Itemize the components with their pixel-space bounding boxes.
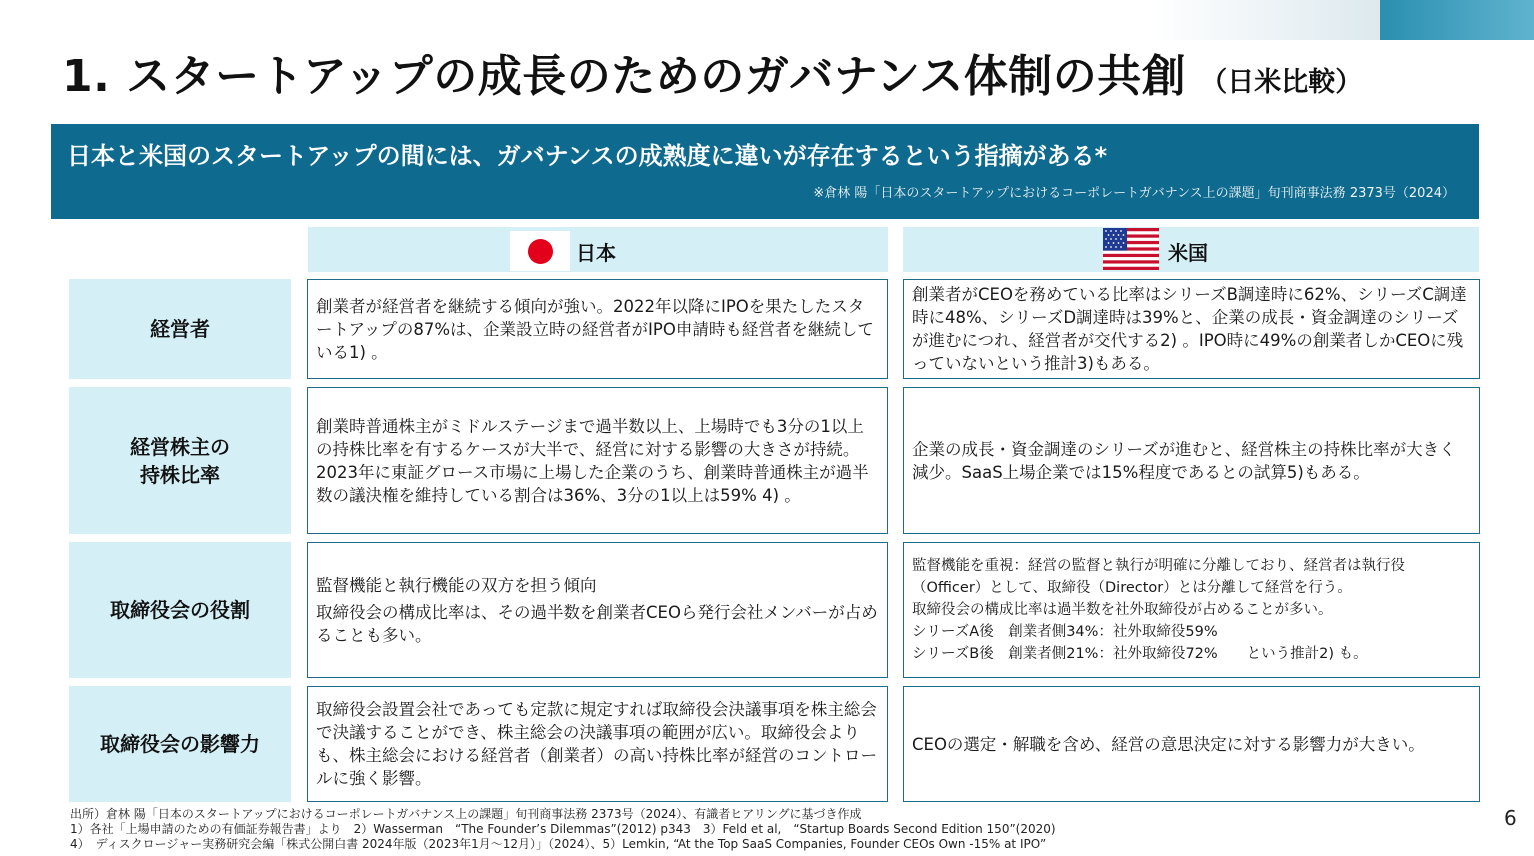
- footnote-line: 1）各社「上場申請のための有価証券報告書」より 2）Wasserman “The Founder’s Dilemmas”(2012) p343 3）Feld et al, “Startup Boards Second Edition 150”(2020): [70, 822, 1056, 836]
- cell-text: CEOの選定・解職を含め、経営の意思決定に対する影響力が大きい。: [912, 734, 1425, 754]
- page-title: [62, 40, 1362, 104]
- cell-text: 取締役会の構成比率は、その過半数を創業者CEOら発行会社メンバーが占めることも多い。: [316, 602, 878, 645]
- cell-us-board-influence: [903, 686, 1480, 802]
- row-label-text: 取締役会の役割: [110, 598, 250, 622]
- cell-text: 取締役会の構成比率は過半数を社外取締役が占めることが多い。: [912, 602, 1333, 618]
- summary-banner: [51, 124, 1479, 219]
- title-sub: （日米比較）: [1200, 67, 1363, 98]
- row-label-line: 持株比率: [140, 462, 220, 487]
- cell-text: 創業時普通株主がミドルステージまで過半数以上、上場時でも3分の1以上の持株比率を有するケースが大半で、経営に対する影響の大きさが持続。2023年に東証グロース市場に上場した企業のうち、創業時普通株主が過半数の議決権を維持している割合は36%、3分の1以上は59% 4) 。: [316, 416, 869, 505]
- footnote-line: 出所）倉林 陽「日本のスタートアップにおけるコーポレートガバナンス上の課題」旬刊商事法務 2373号（2024）、有識者ヒアリングに基づき作成: [70, 807, 862, 821]
- title-main: 1. スタートアップの成長のためのガバナンス体制の共創: [62, 51, 1187, 102]
- cell-text: 企業の成長・資金調達のシリーズが進むと、経営株主の持株比率が大きく減少。SaaS上場企業では15%程度であるとの試算5)もある。: [912, 439, 1456, 482]
- cell-us-management: [903, 279, 1480, 379]
- column-header-us: [903, 227, 1479, 272]
- row-label-shareholding: [69, 387, 291, 534]
- cell-us-board-role: [903, 542, 1480, 678]
- cell-japan-board-role: [307, 542, 888, 678]
- column-label-japan: 日本: [576, 241, 616, 265]
- row-label-line: 経営株主の: [130, 434, 230, 459]
- row-label-management: [69, 279, 291, 379]
- cell-text: 監督機能を重視：経営の監督と執行が明確に分離しており、経営者は執行役（Officer）として、取締役（Director）とは分離して経営を行う。: [912, 558, 1405, 596]
- header-fade: [1150, 0, 1380, 40]
- cell-japan-shareholding: [307, 387, 888, 534]
- japan-flag-icon: [510, 231, 570, 271]
- footnote-line: 4） ディスクロージャー実務研究会編「株式公開白書 2024年版（2023年1月～12月）」（2024）、5）Lemkin, “At the Top SaaS Companies, Founder CEOs Own -15% at IPO”: [70, 837, 1047, 851]
- row-label-board-role: [69, 542, 291, 678]
- cell-us-shareholding: [903, 387, 1480, 534]
- cell-japan-management: [307, 279, 888, 379]
- header-accent: [1380, 0, 1534, 40]
- banner-source-note: ※倉林 陽「日本のスタートアップにおけるコーポレートガバナンス上の課題」旬刊商事法務 2373号（2024）: [813, 186, 1455, 201]
- cell-text: 創業者がCEOを務めている比率はシリーズB調達時に62%、シリーズC調達時に48%、シリーズD調達時は39%と、企業の成長・資金調達のシリーズが進むにつれ、経営者が交代する2) 。IPO時に49%の創業者しかCEOに残っていないという推計3)もある。: [912, 285, 1467, 373]
- row-label-text: 取締役会の影響力: [100, 732, 260, 756]
- cell-text: 監督機能と執行機能の双方を担う傾向: [316, 575, 597, 595]
- us-flag-icon: [1103, 228, 1159, 270]
- column-label-us: 米国: [1168, 241, 1208, 265]
- row-label-text: 経営者: [150, 317, 210, 341]
- cell-text: シリーズA後 創業者側34%：社外取締役59%: [912, 624, 1218, 640]
- cell-japan-board-influence: [307, 686, 888, 802]
- row-label-board-influence: [69, 686, 291, 802]
- cell-text: シリーズB後 創業者側21%：社外取締役72% という推計2) も。: [912, 646, 1368, 662]
- column-header-japan: [308, 227, 888, 272]
- footnotes: [70, 807, 1056, 852]
- banner-headline: 日本と米国のスタートアップの間には、ガバナンスの成熟度に違いが存在するという指摘がある*: [67, 142, 1108, 170]
- cell-text: 取締役会設置会社であっても定款に規定すれば取締役会決議事項を株主総会で決議することができ、株主総会の決議事項の範囲が広い。取締役会よりも、株主総会における経営者（創業者）の高い持株比率が経営のコントロールに強く影響。: [316, 700, 877, 788]
- cell-text: 創業者が経営者を継続する傾向が強い。2022年以降にIPOを果たしたスタートアップの87%は、企業設立時の経営者がIPO申請時も経営者を継続している1) 。: [316, 296, 874, 362]
- page-number: 6: [1504, 806, 1517, 830]
